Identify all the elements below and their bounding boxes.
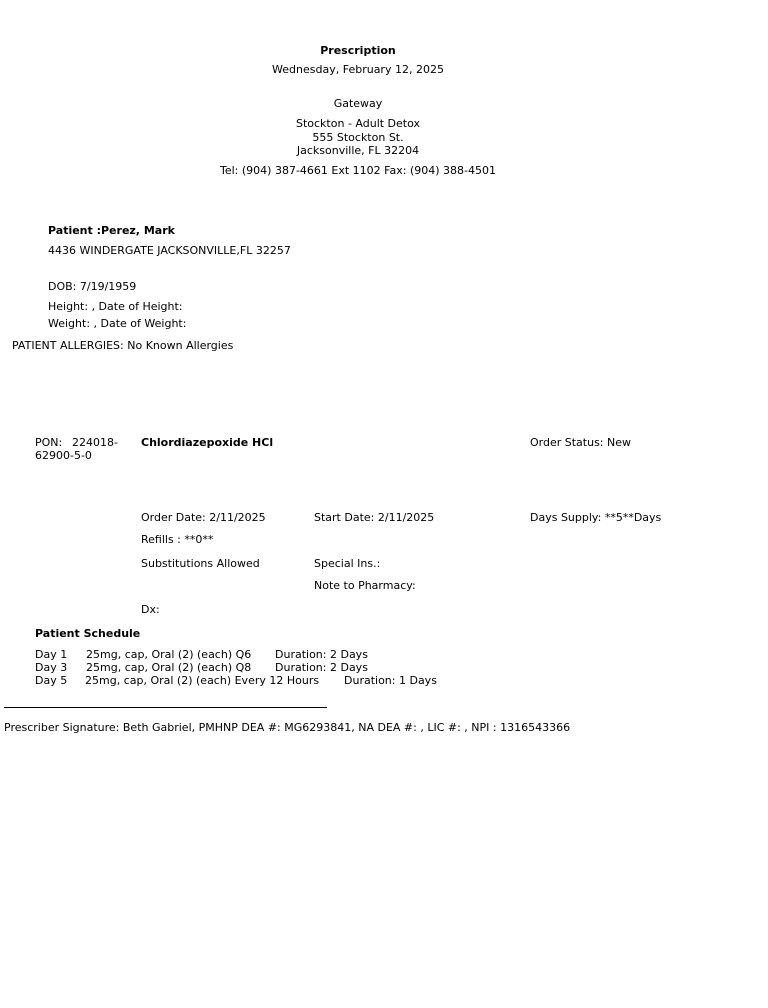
patient-allergies: PATIENT ALLERGIES: No Known Allergies: [12, 339, 234, 352]
schedule-day: Day 5: [35, 674, 68, 687]
order-status: Order Status: New: [530, 436, 632, 449]
facility-contact: Tel: (904) 387-4661 Ext 1102 Fax: (904) 388-4501: [220, 164, 496, 177]
facility-name: Stockton - Adult Detox: [295, 117, 421, 130]
patient-dob: DOB: 7/19/1959: [48, 280, 137, 293]
patient-label: Patient :: [48, 224, 101, 237]
schedule-dose: 25mg, cap, Oral (2) (each) Every 12 Hours: [85, 674, 320, 687]
diagnosis: Dx:: [141, 603, 160, 616]
patient-name: Perez, Mark: [101, 224, 175, 237]
schedule-dose: 25mg, cap, Oral (2) (each) Q6: [86, 648, 252, 661]
drug-name: Chlordiazepoxide HCl: [141, 436, 274, 449]
schedule-title: Patient Schedule: [35, 627, 141, 640]
days-supply: Days Supply: **5**Days: [530, 511, 662, 524]
schedule-duration: Duration: 2 Days: [275, 648, 368, 661]
prescriber-signature: Prescriber Signature: Beth Gabriel, PMHNP DEA #: MG6293841, NA DEA #: , LIC #: , NPI : 1316543366: [4, 721, 571, 734]
substitutions: Substitutions Allowed: [141, 557, 260, 570]
facility-address-line2: Jacksonville, FL 32204: [296, 144, 420, 157]
schedule-duration: Duration: 2 Days: [275, 661, 368, 674]
pon-number-line2: 62900-5-0: [35, 449, 92, 462]
schedule-duration: Duration: 1 Days: [344, 674, 437, 687]
start-date: Start Date: 2/11/2025: [314, 511, 435, 524]
organization-name: Gateway: [333, 97, 383, 110]
facility-address-line1: 555 Stockton St.: [312, 131, 404, 144]
schedule-day: Day 1: [35, 648, 68, 661]
refills: Refills : **0**: [141, 533, 214, 546]
patient-heading: [48, 224, 175, 237]
patient-weight: Weight: , Date of Weight:: [48, 317, 187, 330]
document-title: Prescription: [320, 44, 396, 57]
schedule-day: Day 3: [35, 661, 68, 674]
order-date: Order Date: 2/11/2025: [141, 511, 266, 524]
schedule-dose: 25mg, cap, Oral (2) (each) Q8: [86, 661, 252, 674]
signature-line: [4, 707, 327, 708]
pon-label: PON:: [35, 436, 63, 449]
document-date: Wednesday, February 12, 2025: [272, 63, 444, 76]
note-to-pharmacy: Note to Pharmacy:: [314, 579, 416, 592]
patient-address: 4436 WINDERGATE JACKSONVILLE,FL 32257: [48, 244, 291, 257]
pon-number-line1: 224018-: [72, 436, 118, 449]
patient-height: Height: , Date of Height:: [48, 300, 183, 313]
special-instructions: Special Ins.:: [314, 557, 381, 570]
